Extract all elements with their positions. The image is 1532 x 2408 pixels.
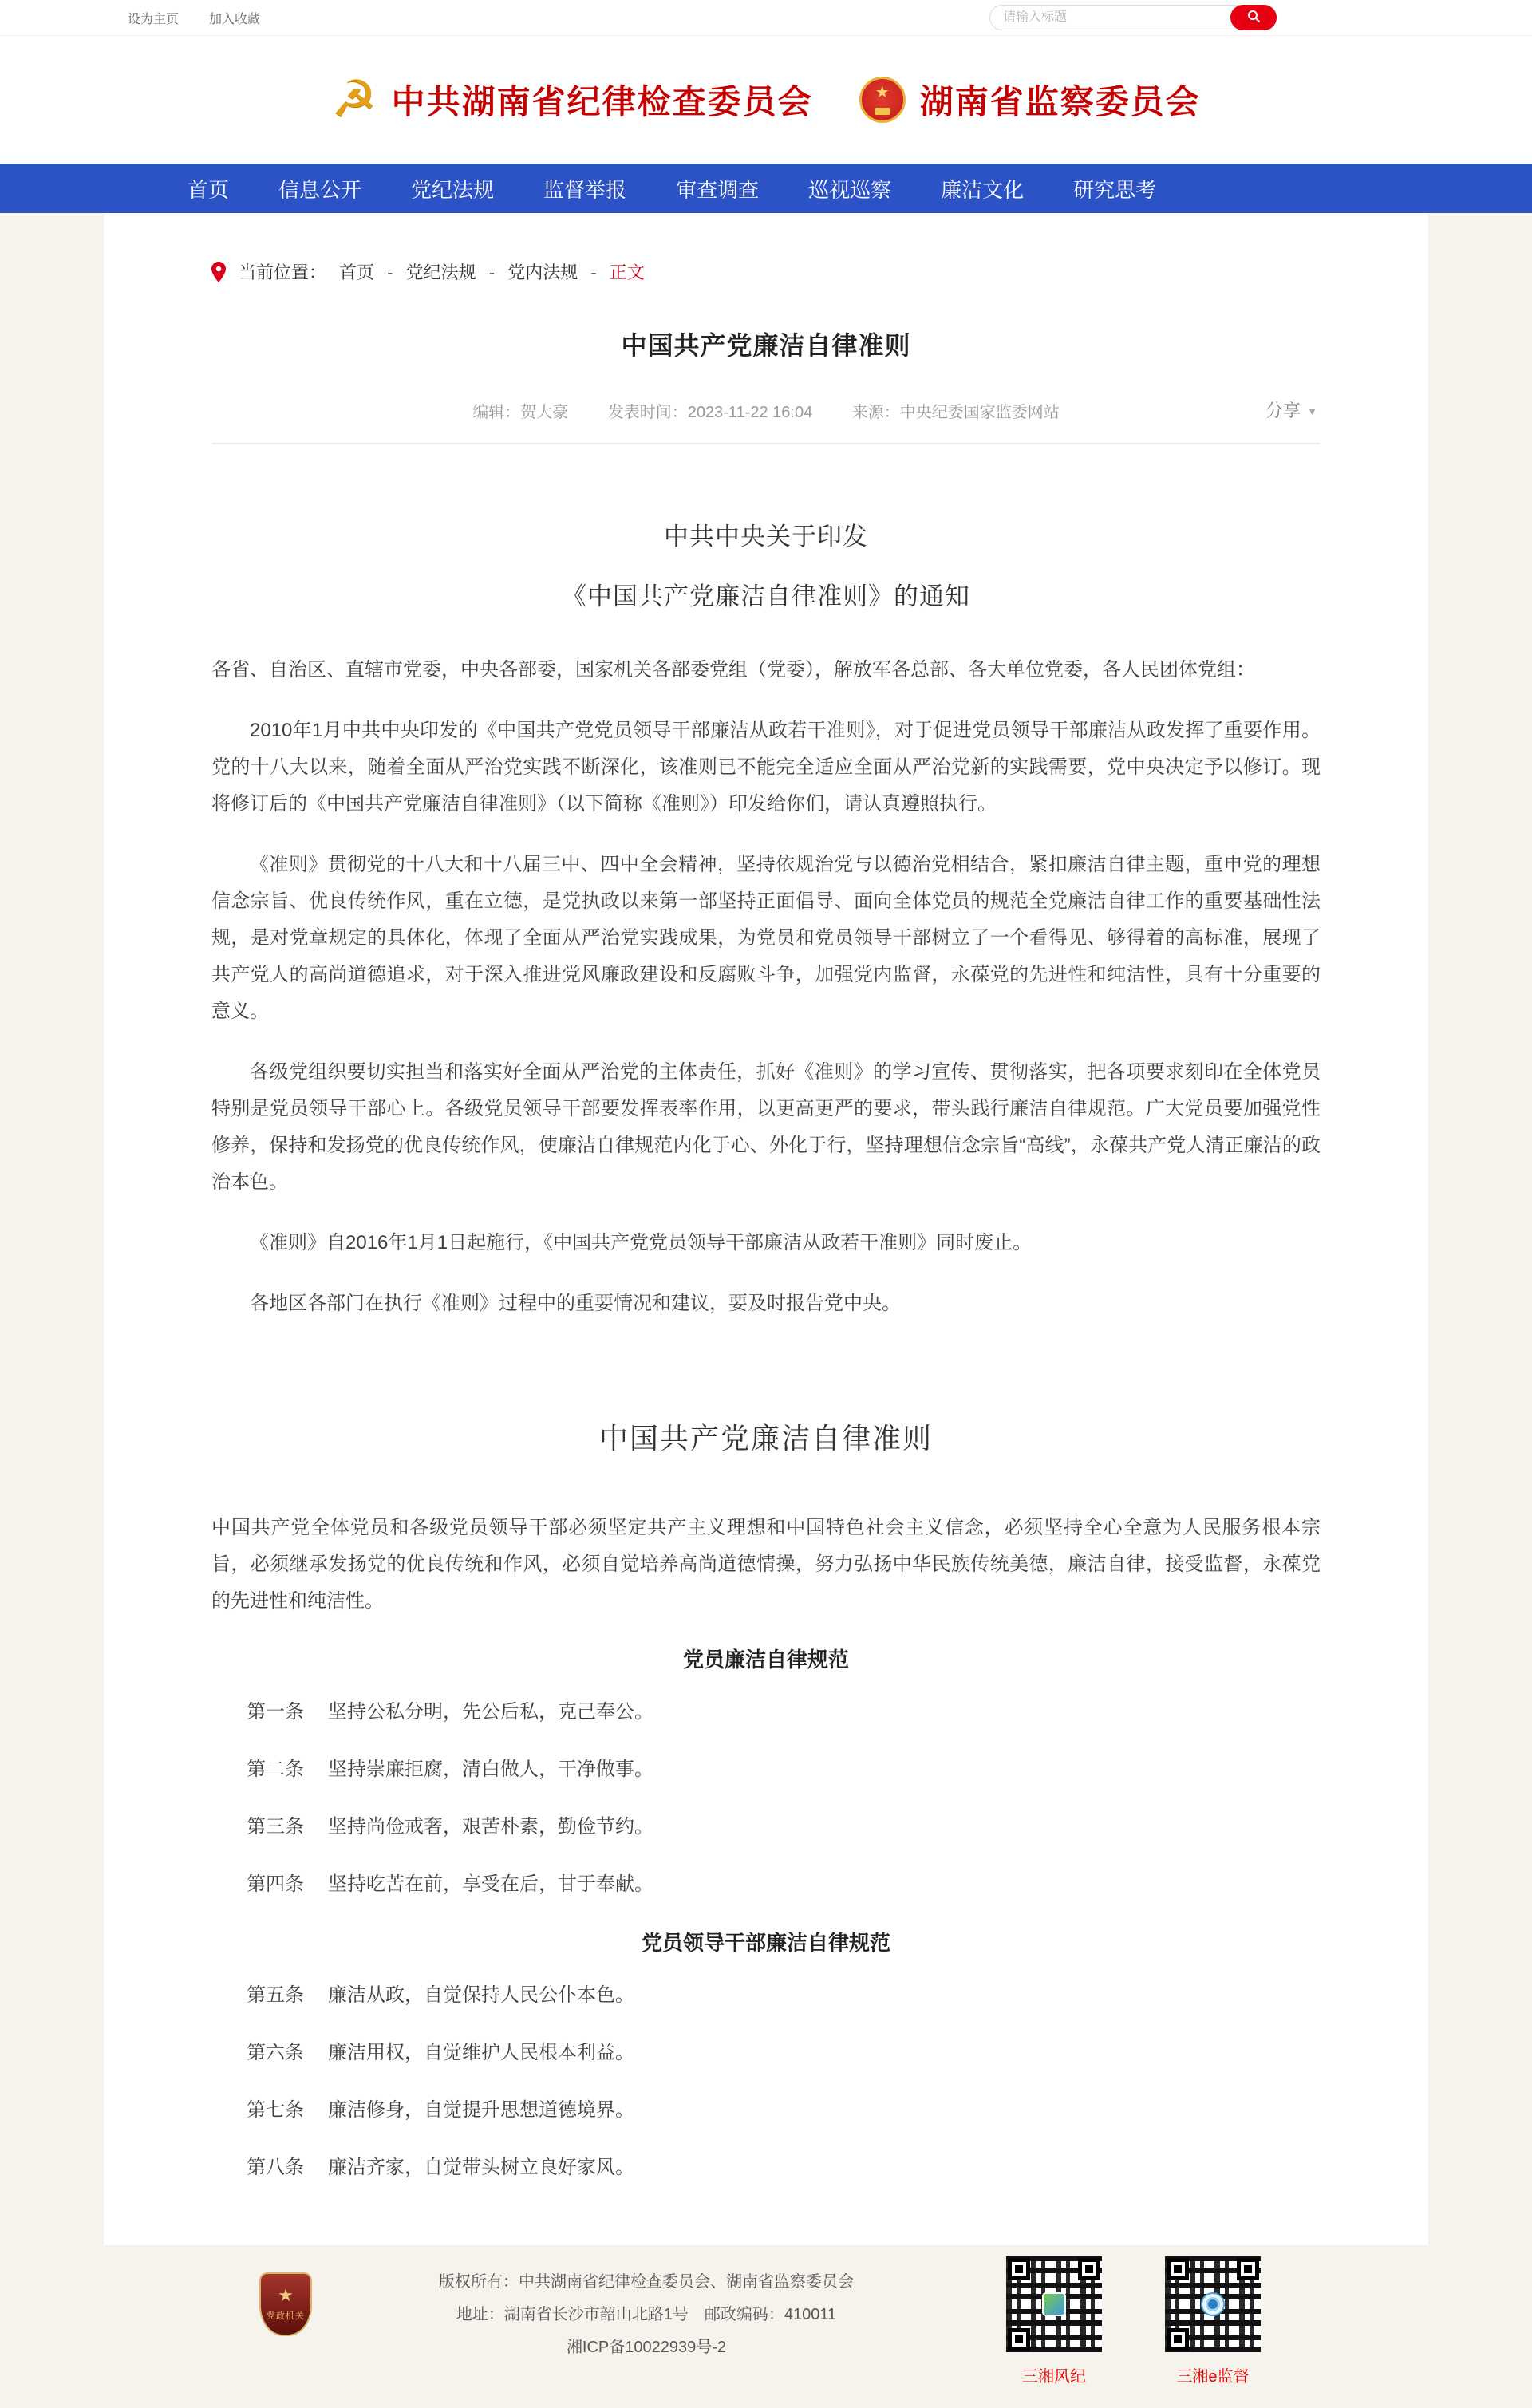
nav-item-info-disclosure[interactable]: 信息公开	[278, 177, 362, 202]
set-home-link[interactable]: 设为主页	[128, 12, 180, 26]
rule-item-1: 第一条 坚持公私分明，先公后私，克己奉公。	[247, 1701, 653, 1723]
add-favorite-link[interactable]: 加入收藏	[209, 12, 261, 26]
rule-item-7: 第七条 廉洁修身，自觉提升思想道德境界。	[247, 2099, 634, 2121]
footer-text	[423, 2266, 870, 2364]
gov-agency-badge[interactable]	[259, 2272, 312, 2336]
qr-center-logo-icon	[1042, 2292, 1066, 2316]
qr-code-icon	[1006, 2256, 1102, 2352]
crumb-home[interactable]: 首页	[339, 263, 375, 282]
party-emblem-icon: ☭	[331, 70, 377, 129]
crumb-regulations[interactable]: 党纪法规	[405, 263, 476, 282]
nav-item-report[interactable]: 监督举报	[543, 177, 627, 202]
badge-star-icon: ★	[278, 2285, 294, 2305]
org2-title: 湖南省监察委员会	[919, 83, 1201, 120]
notice-paragraph: 2010年1月中共中央印发的《中国共产党党员领导干部廉洁从政若干准则》，对于促进党员领导干部廉洁从政发挥了重要作用。党的十八大以来，随着全面从严治党实践不断深化，该准则已不能完全适应全面从严治党新的实践需要，党中央决定予以修订。现将修订后的《中国共产党廉洁自律准则》（以下简称《准则》）印发给你们，请认真遵照执行。	[211, 720, 1321, 815]
footer-address: 地址：湖南省长沙市韶山北路1号 邮政编码：410011	[456, 2306, 837, 2323]
main-area	[0, 213, 1532, 2245]
code-preamble: 中国共产党全体党员和各级党员领导干部必须坚定共产主义理想和中国特色社会主义信念，必须坚持全心全意为人民服务根本宗旨，必须继承发扬党的优良传统和作风，必须自觉培养高尚道德情操，努力弘扬中华民族传统美德，廉洁自律，接受监督，永葆党的先进性和纯洁性。	[211, 1517, 1321, 1612]
qr-block-sanxiang-fengji	[1006, 2256, 1102, 2386]
qr-label: 三湘风纪	[1022, 2368, 1086, 2386]
location-pin-icon	[211, 262, 226, 282]
footer-copyright: 版权所有：中共湖南省纪律检查委员会、湖南省监察委员会	[439, 2273, 854, 2291]
rule-item-3: 第三条 坚持尚俭戒奢，艰苦朴素，勤俭节约。	[247, 1816, 653, 1838]
rule-item-5: 第五条 廉洁从政，自觉保持人民公仆本色。	[247, 1984, 634, 2006]
article-title: 中国共产党廉洁自律准则	[621, 331, 911, 360]
rule-item-4: 第四条 坚持吃苦在前，享受在后，甘于奉献。	[247, 1873, 653, 1895]
notice-heading-line2: 《中国共产党廉洁自律准则》的通知	[562, 582, 970, 610]
site-footer	[0, 2245, 1532, 2408]
notice-body	[211, 652, 1321, 1322]
breadcrumb	[211, 213, 1321, 284]
nav-item-party-regulations[interactable]: 党纪法规	[411, 177, 495, 202]
rule-item-8: 第八条 廉洁齐家，自觉带头树立良好家风。	[247, 2157, 634, 2178]
chevron-down-icon: ▼	[1307, 405, 1317, 417]
notice-heading-line1: 中共中央关于印发	[664, 523, 868, 551]
qr-block-sanxiang-e-jiandu	[1165, 2256, 1261, 2386]
notice-paragraph: 《准则》贯彻党的十八大和十八届三中、四中全会精神，坚持依规治党与以德治党相结合，紧扣廉洁自律主题，重申党的理想信念宗旨、优良传统作风，重在立德，是党执政以来第一部坚持正面倡导、面向全体党员的规范全党廉洁自律工作的重要基础性法规，是对党章规定的具体化，体现了全面从严治党实践成果，为党员和党员领导干部树立了一个看得见、够得着的高标准，展现了共产党人的高尚道德追求，对于深入推进党风廉政建设和反腐败斗争，加强党内监督，永葆党的先进性和纯洁性，具有十分重要的意义。	[211, 854, 1321, 1022]
main-nav	[0, 164, 1532, 213]
notice-paragraph: 各省、自治区、直辖市党委，中央各部委，国家机关各部委党组（党委），解放军各总部、各大单位党委，各人民团体党组：	[211, 659, 1255, 681]
search-box	[989, 5, 1277, 30]
crumb-inner-regulations[interactable]: 党内法规	[507, 263, 578, 282]
notice-paragraph: 《准则》自2016年1月1日起施行，《中国共产党党员领导干部廉洁从政若干准则》同时废止。	[250, 1232, 1033, 1253]
site-header	[0, 36, 1532, 164]
search-input[interactable]	[990, 10, 1230, 25]
notice-paragraph: 各地区各部门在执行《准则》过程中的重要情况和建议，要及时报告党中央。	[250, 1293, 901, 1314]
rule-item-6: 第六条 廉洁用权，自觉维护人民根本利益。	[247, 2042, 634, 2063]
search-button[interactable]	[1230, 5, 1277, 30]
crumb-current: 正文	[609, 263, 645, 282]
breadcrumb-path: 首页 - 党纪法规 - 党内法规 - 正文	[339, 263, 645, 282]
nav-item-home[interactable]: 首页	[188, 177, 230, 202]
notice-paragraph: 各级党组织要切实担当和落实好全面从严治党的主体责任，抓好《准则》的学习宣传、贯彻落实，把各项要求刻印在全体党员特别是党员领导干部心上。各级党员领导干部要发挥表率作用，以更高更严的要求，带头践行廉洁自律规范。广大党员要加强党性修养，保持和发扬党的优良传统作风，使廉洁自律规范内化于心、外化于行，坚持理想信念宗旨“高线”，永葆共产党人清正廉洁的政治本色。	[211, 1061, 1321, 1193]
content-card	[104, 213, 1428, 2245]
badge-label: 党政机关	[267, 2311, 305, 2321]
article-meta	[211, 399, 1321, 422]
code-title: 中国共产党廉洁自律准则	[598, 1422, 933, 1455]
brand-discipline-commission[interactable]	[331, 70, 813, 129]
topbar	[0, 0, 1532, 36]
rule-item-2: 第二条 坚持崇廉拒腐，清白做人，干净做事。	[247, 1759, 653, 1780]
rules-section1-heading: 党员廉洁自律规范	[682, 1648, 849, 1672]
share-button[interactable]: 分享 ▼	[1265, 401, 1317, 420]
qr-center-logo-icon	[1201, 2292, 1225, 2316]
rules-section2-heading: 党员领导干部廉洁自律规范	[641, 1931, 890, 1955]
national-emblem-icon: ★	[859, 77, 906, 123]
topbar-links	[128, 9, 260, 27]
meta-source: 来源：中央纪委国家监委网站	[851, 404, 1060, 421]
search-icon	[1247, 10, 1261, 26]
meta-editor: 编辑：贺大豪	[472, 404, 569, 421]
meta-divider	[211, 443, 1321, 444]
breadcrumb-label: 当前位置：	[239, 263, 327, 282]
org1-title: 中共湖南省纪律检查委员会	[391, 83, 813, 120]
nav-item-integrity-culture[interactable]: 廉洁文化	[941, 177, 1025, 202]
nav-item-inspection[interactable]: 巡视巡察	[808, 177, 892, 202]
nav-item-investigation[interactable]: 审查调查	[676, 177, 760, 202]
brand-supervision-commission[interactable]	[859, 76, 1201, 124]
meta-time: 发表时间：2023-11-22 16:04	[607, 404, 813, 421]
nav-item-research[interactable]: 研究思考	[1073, 177, 1157, 202]
qr-code-icon	[1165, 2256, 1261, 2352]
footer-icp: 湘ICP备10022939号-2	[566, 2339, 727, 2356]
qr-label: 三湘e监督	[1176, 2368, 1250, 2386]
